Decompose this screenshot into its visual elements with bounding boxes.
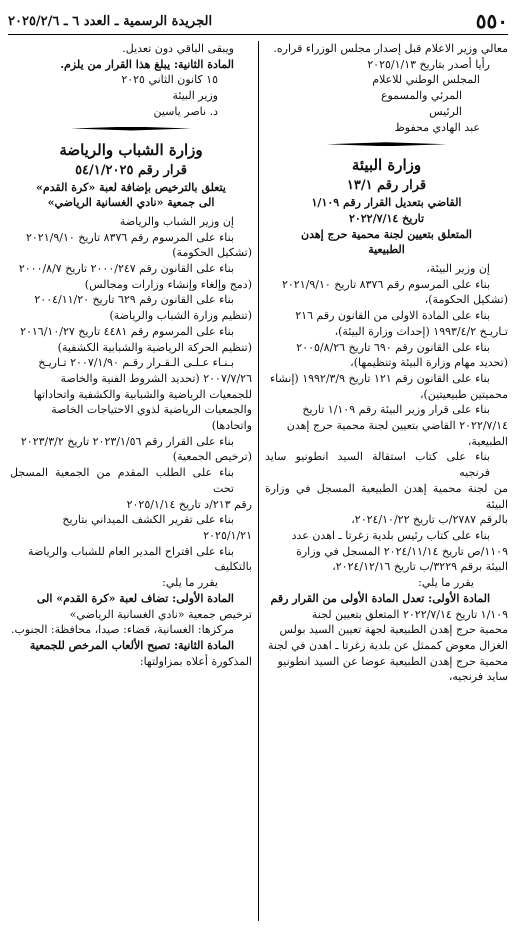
body-line: بناء على القانون رقم ٢٠٠٠/٢٤٧ تاريخ ٢٠٠٠/٨/٧ (18, 262, 234, 276)
closing-date: ١٥ كانون الثاني ٢٠٢٥ (121, 73, 218, 87)
right-column (259, 41, 508, 921)
body-line: (دمج وإلغاء وإنشاء وزارات ومجالس) (84, 277, 252, 291)
decision-subtitle: الطبيعية (368, 243, 405, 257)
body-line: ١١٠٩/ص تاريخ ٢٠٢٤/١١/١٤ المسجل في وزارة (296, 544, 508, 558)
ministry-heading: وزارة البيئة (351, 156, 422, 175)
body-line: من لجنة محمية إهدن الطبيعية المسجل في وزارة البيئة (265, 481, 508, 511)
body-line: إن وزير الشباب والرياضة (119, 214, 234, 228)
body-line: بالتكليف (214, 560, 252, 574)
decision-subtitle: تاريخ ٢٠٢٢/٧/١٤ (348, 211, 425, 225)
body-line: يقرر ما يلي: (162, 576, 218, 590)
signer-name: د. ناصر ياسين (153, 104, 218, 118)
body-line: تـاريـخ ١٩٩٣/٤/٢ (إحداث وزارة البيئة)، (334, 324, 508, 338)
body-line: بناء على المرسوم رقم ٨٣٧٦ تاريخ ٢٠٢١/٩/١٠ (25, 230, 234, 244)
body-line: بناء على القرار رقم ٢٠٢٣/١/٥٦ تاريخ ٢٠٢٣/٣/٢ (20, 434, 234, 448)
body-line: بناء على كتاب رئيس بلدية زغرتا ـ اهدن عدد (291, 528, 490, 542)
article-line: المادة الأولى: تضاف لعبة «كرة القدم» الى (36, 591, 234, 605)
body-line: ٢٠٢٥/١/٢١ (203, 528, 252, 542)
body-line: ٢٠٠٧/٧/٢٦ (تحديد الشروط الفنية والخاصة (60, 371, 252, 385)
separator-ornament (10, 124, 252, 134)
body-line: بناء على القانون رقم ٦٩٠ تاريخ ٢٠٠٥/٨/٢٦ (296, 340, 490, 354)
decision-subtitle: القاضي بتعديل القرار رقم ١/١٠٩ (311, 196, 462, 210)
page-number: ٥٥٠ (475, 9, 508, 33)
body-line: بناء على اقتراح المدير العام للشباب والرياضة (28, 544, 234, 558)
body-line: (تشكيل الحكومة)، (424, 293, 508, 307)
article-line: المادة الأولى: تعدل المادة الأولى من القرار رقم (270, 591, 490, 605)
decision-subtitle: المتعلق بتعيين لجنة محمية حرج إهدن (301, 227, 472, 241)
article-line: ترخيص جمعية «نادي الغسانية الرياضي» (69, 607, 252, 621)
article-line: محمية حرج إهدن الطبيعية لجهة تعيين السيد بولس (279, 623, 508, 637)
article-line: محمية حرج إهدن الطبيعية عوضا عن السيد انطونيو (277, 654, 508, 668)
gazette-issue-title: الجريدة الرسمية ـ العدد ٦ ـ ٢٠٢٥/٢/٦ (8, 13, 213, 29)
body-line: ٢٠٢٢/٧/١٤ القاضي بتعيين لجنة محمية حرج إهدن (286, 419, 508, 433)
signature-line: الرئيس (429, 104, 462, 118)
body-line: محميتين طبيعيتين)، (419, 387, 508, 401)
body-line: بناء على الطلب المقدم من الجمعية المسجل تحت (10, 466, 234, 495)
body-line: بناء على المرسوم رقم ٨٣٧٦ تاريخ ٢٠٢١/٩/١٠ (281, 277, 490, 291)
article-line: المادة الثانية: تصبح الألعاب المرخص للجمعية (29, 638, 234, 652)
body-line: بـنـاء عـلـى الـقـرار رقـم ٢٠٠٧/١/٩٠ تـاريـخ (38, 356, 234, 370)
decision-subtitle: الى جمعية «نادي الغسانية الرياضي» (47, 196, 215, 210)
decision-title: قرار رقم ٥٤/١/٢٠٢٥ (75, 162, 187, 178)
body-line: (تحديد مهام وزارة البيئة وتنظيمها)، (350, 356, 508, 370)
ministry-heading: وزارة الشباب والرياضة (59, 140, 203, 159)
body-line: بناء على القانون رقم ١٢١ تاريخ ١٩٩٢/٣/٩ (إنشاء (269, 371, 490, 385)
decision-subtitle: يتعلق بالترخيص بإضافة لعبة «كرة القدم» (36, 180, 226, 194)
body-line: واتحادها) (211, 419, 252, 433)
body-line: البيئة برقم ٣٢٢٩/ب تاريخ ٢٠٢٤/١٢/١٦، (332, 560, 508, 574)
body-line: (تنظيم الحركة الرياضية والشبابية الكشفية) (57, 340, 252, 354)
page-header (8, 8, 508, 35)
signature-line: عبد الهادي محفوظ (394, 120, 480, 134)
body-line: الطبيعية، (467, 434, 508, 448)
body-line: بناء على القانون رقم ٦٢٩ تاريخ ٢٠٠٤/١١/٢٠ (34, 293, 234, 307)
signature-line: المجلس الوطني للاعلام (372, 73, 480, 87)
intro-line: معالي وزير الاعلام قبل إصدار مجلس الوزراء قراره. (273, 42, 508, 55)
body-line: بناء على المرسوم رقم ٤٤٨١ تاريخ ٢٠١٦/١٠/٢٧ (20, 324, 234, 338)
signer-title: وزير البيئة (172, 89, 218, 103)
intro-line: رأيا أصدر بتاريخ ٢٠٢٥/١/١٣ (367, 57, 490, 71)
closing-line: المادة الثانية: يبلغ هذا القرار من يلزم. (60, 57, 234, 71)
body-line: (تنظيم وزارة الشباب والرياضة) (109, 309, 252, 323)
body-line: بناء على تقرير الكشف الميداني بتاريخ (62, 513, 234, 527)
signature-block (265, 72, 508, 135)
article-line: المذكورة أعلاه بمزاولتها: (139, 654, 252, 668)
body-line: رقم ٢١٣/د تاريخ ٢٠٢٥/١/١٤ (126, 497, 252, 511)
body-line: بناء على كتاب استقالة السيد انطونيو سايد فرنجيه (265, 450, 490, 480)
left-column (10, 41, 259, 921)
decision-title: قرار رقم ١٣/١ (346, 178, 427, 194)
body-line: بناء على قرار وزير البيئة رقم ١/١٠٩ تاريخ (302, 403, 490, 417)
body-line: بناء على المادة الاولى من القانون رقم ٢١٦ (295, 309, 490, 323)
body-line: (ترخيص الجمعية) (172, 450, 252, 464)
body-line: للجمعيات الرياضية والشبابية والكشفية واتحاداتها (33, 387, 252, 401)
closing-line: ويبقى الباقي دون تعديل. (122, 42, 234, 55)
signature-line: المرئي والمسموع (380, 89, 462, 103)
article-line: مركزها: الغسانية، قضاء: صيدا، محافظة: الجنوب. (11, 623, 234, 637)
body-line: (تشكيل الحكومة) (172, 246, 252, 260)
article-line: الغزال معوض كممثل عن بلدية زغرتا ـ اهدن في لجنة (267, 638, 508, 652)
body-line: والجمعيات الرياضية لذوي الاحتياجات الخاصة (51, 403, 252, 417)
body-line: إن وزير البيئة، (426, 262, 490, 276)
body-line: يقرر ما يلي: (418, 576, 474, 590)
separator-ornament (265, 139, 508, 149)
article-line: ١/١٠٩ تاريخ ٢٠٢٢/٧/١٤ المتعلق بتعيين لجنة (311, 607, 508, 621)
body-line: بالرقم ٢٧٨٧/ب تاريخ ٢٠٢٤/١٠/٢٢، (351, 513, 508, 527)
article-line: سايد فرنجيه، (448, 670, 508, 684)
